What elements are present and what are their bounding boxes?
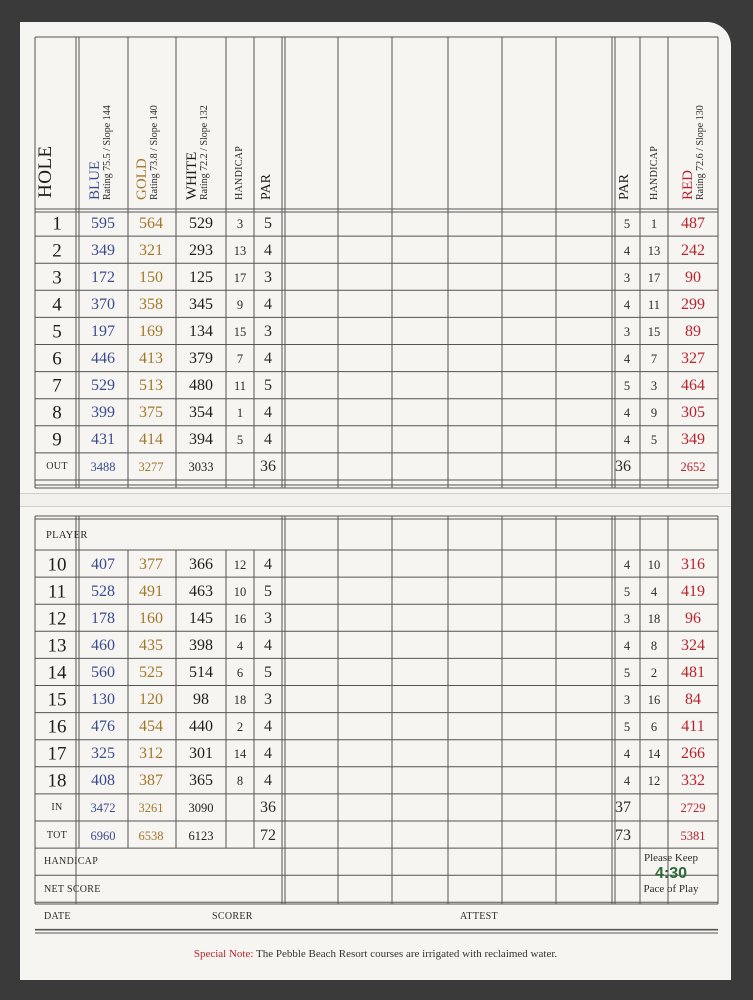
right-handicap-value: 13 bbox=[647, 243, 661, 258]
blue-total: 3488 bbox=[90, 460, 116, 475]
right-handicap-value: 10 bbox=[647, 557, 661, 572]
blue-yardage: 408 bbox=[91, 772, 115, 790]
white-yardage: 301 bbox=[189, 745, 213, 763]
hole-number: 4 bbox=[52, 294, 62, 316]
special-note bbox=[20, 948, 731, 960]
date-label: DATE bbox=[44, 911, 71, 922]
red-yardage: 84 bbox=[685, 691, 701, 709]
red-yardage: 411 bbox=[681, 718, 705, 736]
white-total: 3033 bbox=[188, 460, 214, 475]
right-handicap-value: 1 bbox=[650, 216, 658, 231]
white-yardage: 529 bbox=[189, 214, 213, 232]
hole-number: 18 bbox=[47, 770, 67, 792]
right-par-value: 4 bbox=[623, 351, 631, 366]
red-total: 5381 bbox=[680, 828, 706, 843]
header-right-par: PAR bbox=[617, 174, 632, 200]
handicap-value: 1 bbox=[236, 406, 244, 420]
par-value: 3 bbox=[264, 609, 272, 627]
gold-yardage: 150 bbox=[139, 268, 163, 286]
right-par-value: 3 bbox=[623, 324, 631, 339]
hole-number: 6 bbox=[52, 348, 62, 370]
scorer-label: SCORER bbox=[212, 911, 253, 922]
hole-number: 3 bbox=[52, 267, 62, 289]
right-handicap-value: 5 bbox=[650, 433, 658, 448]
par-value: 4 bbox=[264, 295, 272, 313]
hole-number: 7 bbox=[52, 375, 62, 397]
gold-yardage: 413 bbox=[139, 350, 163, 368]
blue-yardage: 528 bbox=[91, 582, 115, 600]
red-yardage: 266 bbox=[681, 745, 705, 763]
white-yardage: 125 bbox=[189, 268, 213, 286]
white-yardage: 514 bbox=[189, 663, 213, 681]
white-yardage: 134 bbox=[189, 322, 213, 340]
hole-number: 15 bbox=[47, 689, 67, 711]
white-yardage: 354 bbox=[189, 404, 213, 422]
white-yardage: 366 bbox=[189, 555, 213, 573]
special-note-text: The Pebble Beach Resort courses are irrigated with reclaimed water. bbox=[253, 948, 558, 960]
red-total: 2652 bbox=[680, 460, 706, 475]
gold-yardage: 377 bbox=[139, 555, 163, 573]
hole-number: 5 bbox=[52, 321, 62, 343]
handicap-value: 12 bbox=[233, 557, 247, 572]
par-total: 36 bbox=[260, 799, 276, 817]
header-blue-rating: Rating 75.5 / Slope 144 bbox=[102, 105, 113, 200]
par-total: 72 bbox=[260, 826, 276, 844]
red-yardage: 464 bbox=[681, 377, 705, 395]
right-par-value: 4 bbox=[623, 433, 631, 448]
header-red bbox=[681, 105, 706, 200]
right-par-value: 5 bbox=[623, 378, 631, 393]
white-total: 3090 bbox=[188, 801, 214, 816]
special-note-label: Special Note: bbox=[193, 948, 254, 960]
header-red-rating: Rating 72.6 / Slope 130 bbox=[695, 105, 706, 200]
white-yardage: 398 bbox=[189, 636, 213, 654]
blue-yardage: 560 bbox=[91, 663, 115, 681]
right-handicap-value: 6 bbox=[650, 719, 658, 734]
par-value: 4 bbox=[264, 404, 272, 422]
red-yardage: 96 bbox=[685, 609, 701, 627]
right-handicap-value: 8 bbox=[650, 638, 658, 653]
handicap-value: 17 bbox=[233, 270, 247, 285]
blue-yardage: 460 bbox=[91, 636, 115, 654]
header-blue-name: BLUE bbox=[87, 160, 103, 200]
white-yardage: 345 bbox=[189, 295, 213, 313]
par-total: 36 bbox=[260, 458, 276, 476]
blue-yardage: 370 bbox=[91, 295, 115, 313]
par-value: 3 bbox=[264, 322, 272, 340]
gold-yardage: 312 bbox=[139, 745, 163, 763]
pace-line1: Please Keep bbox=[643, 852, 699, 864]
gold-yardage: 120 bbox=[139, 691, 163, 709]
red-total: 2729 bbox=[680, 801, 706, 816]
net-score-row-label: NET SCORE bbox=[44, 884, 101, 895]
red-yardage: 242 bbox=[681, 241, 705, 259]
right-handicap-value: 2 bbox=[650, 665, 658, 680]
handicap-value: 15 bbox=[233, 324, 247, 339]
player-label: PLAYER bbox=[46, 529, 88, 541]
par-value: 4 bbox=[264, 555, 272, 573]
right-par-value: 4 bbox=[623, 774, 631, 789]
right-par-value: 4 bbox=[623, 638, 631, 653]
hole-number: 16 bbox=[47, 716, 67, 738]
pace-line2: Pace of Play bbox=[643, 883, 699, 896]
hole-number: 11 bbox=[47, 581, 67, 603]
attest-label: ATTEST bbox=[460, 911, 498, 922]
gold-yardage: 454 bbox=[139, 718, 163, 736]
right-handicap-value: 9 bbox=[650, 406, 658, 420]
header-hole: HOLE bbox=[35, 145, 56, 198]
right-handicap-value: 17 bbox=[647, 270, 661, 285]
gold-yardage: 491 bbox=[139, 582, 163, 600]
handicap-value: 18 bbox=[233, 692, 247, 707]
par-value: 5 bbox=[264, 663, 272, 681]
handicap-value: 7 bbox=[236, 351, 244, 366]
gold-total: 6538 bbox=[138, 828, 164, 843]
blue-total: 3472 bbox=[90, 801, 116, 816]
pace-of-play-box bbox=[612, 852, 730, 896]
white-yardage: 463 bbox=[189, 582, 213, 600]
gold-yardage: 160 bbox=[139, 609, 163, 627]
par-value: 4 bbox=[264, 718, 272, 736]
right-par-value: 4 bbox=[623, 747, 631, 761]
pace-time: 4:30 bbox=[654, 864, 688, 882]
red-yardage: 327 bbox=[681, 350, 705, 368]
hole-number: 10 bbox=[47, 554, 67, 576]
white-yardage: 365 bbox=[189, 772, 213, 790]
blue-yardage: 431 bbox=[91, 431, 115, 449]
blue-yardage: 595 bbox=[91, 214, 115, 232]
header-blue bbox=[88, 105, 113, 200]
right-handicap-value: 16 bbox=[647, 692, 661, 707]
par-value: 3 bbox=[264, 691, 272, 709]
par-value: 5 bbox=[264, 582, 272, 600]
total-label: IN bbox=[51, 802, 63, 814]
blue-yardage: 197 bbox=[91, 322, 115, 340]
blue-yardage: 130 bbox=[91, 691, 115, 709]
gold-yardage: 375 bbox=[139, 404, 163, 422]
right-handicap-value: 12 bbox=[647, 774, 661, 789]
red-yardage: 487 bbox=[681, 214, 705, 232]
gold-total: 3277 bbox=[138, 460, 164, 475]
white-yardage: 379 bbox=[189, 350, 213, 368]
handicap-value: 8 bbox=[236, 774, 244, 789]
hole-number: 12 bbox=[47, 608, 67, 630]
total-label: OUT bbox=[46, 461, 68, 473]
header-gold bbox=[135, 105, 160, 200]
card-fold bbox=[20, 493, 731, 507]
right-handicap-value: 7 bbox=[650, 351, 658, 366]
right-par-value: 3 bbox=[623, 611, 631, 626]
par-value: 5 bbox=[264, 214, 272, 232]
gold-yardage: 435 bbox=[139, 636, 163, 654]
gold-yardage: 358 bbox=[139, 295, 163, 313]
hole-number: 9 bbox=[52, 429, 62, 451]
blue-yardage: 325 bbox=[91, 745, 115, 763]
par-value: 4 bbox=[264, 431, 272, 449]
red-yardage: 481 bbox=[681, 663, 705, 681]
right-handicap-value: 15 bbox=[647, 324, 661, 339]
blue-yardage: 349 bbox=[91, 241, 115, 259]
gold-yardage: 387 bbox=[139, 772, 163, 790]
white-total: 6123 bbox=[188, 828, 214, 843]
white-yardage: 145 bbox=[189, 609, 213, 627]
blue-yardage: 407 bbox=[91, 555, 115, 573]
handicap-value: 10 bbox=[233, 584, 247, 599]
par-value: 5 bbox=[264, 377, 272, 395]
header-right-handicap: HANDICAP bbox=[649, 145, 660, 200]
right-par-total: 73 bbox=[615, 826, 631, 844]
right-handicap-value: 11 bbox=[647, 297, 661, 312]
white-yardage: 480 bbox=[189, 377, 213, 395]
right-handicap-value: 3 bbox=[650, 378, 658, 393]
blue-yardage: 476 bbox=[91, 718, 115, 736]
par-value: 4 bbox=[264, 745, 272, 763]
par-value: 4 bbox=[264, 350, 272, 368]
par-value: 4 bbox=[264, 241, 272, 259]
blue-yardage: 446 bbox=[91, 350, 115, 368]
blue-yardage: 529 bbox=[91, 377, 115, 395]
white-yardage: 394 bbox=[189, 431, 213, 449]
hole-number: 2 bbox=[52, 240, 62, 262]
header-red-name: RED bbox=[680, 170, 696, 200]
header-white-rating: Rating 72.2 / Slope 132 bbox=[199, 105, 210, 200]
red-yardage: 89 bbox=[685, 322, 701, 340]
header-gold-name: GOLD bbox=[134, 158, 150, 200]
red-yardage: 419 bbox=[681, 582, 705, 600]
right-par-value: 5 bbox=[623, 216, 631, 231]
hole-number: 14 bbox=[47, 662, 67, 684]
right-par-value: 5 bbox=[623, 665, 631, 680]
gold-yardage: 564 bbox=[139, 214, 163, 232]
blue-total: 6960 bbox=[90, 828, 116, 843]
right-par-total: 36 bbox=[615, 458, 631, 476]
right-par-value: 5 bbox=[623, 584, 631, 599]
hole-number: 1 bbox=[52, 213, 62, 235]
right-par-value: 4 bbox=[623, 297, 631, 312]
red-yardage: 299 bbox=[681, 295, 705, 313]
handicap-value: 11 bbox=[233, 378, 247, 393]
gold-yardage: 525 bbox=[139, 663, 163, 681]
handicap-row-label: HANDICAP bbox=[44, 856, 99, 867]
red-yardage: 324 bbox=[681, 636, 705, 654]
handicap-value: 9 bbox=[236, 297, 244, 312]
handicap-value: 14 bbox=[233, 747, 247, 761]
header-white-name: WHITE bbox=[184, 151, 200, 200]
gold-yardage: 321 bbox=[139, 241, 163, 259]
blue-yardage: 178 bbox=[91, 609, 115, 627]
right-par-value: 5 bbox=[623, 719, 631, 734]
handicap-value: 4 bbox=[236, 638, 244, 653]
white-yardage: 98 bbox=[193, 691, 209, 709]
red-yardage: 305 bbox=[681, 404, 705, 422]
right-par-value: 4 bbox=[623, 243, 631, 258]
right-handicap-value: 18 bbox=[647, 611, 661, 626]
blue-yardage: 172 bbox=[91, 268, 115, 286]
right-handicap-value: 14 bbox=[647, 747, 661, 761]
total-label: TOT bbox=[46, 829, 68, 841]
right-par-total: 37 bbox=[615, 799, 631, 817]
gold-total: 3261 bbox=[138, 801, 164, 816]
right-par-value: 3 bbox=[623, 692, 631, 707]
header-par: PAR bbox=[259, 174, 274, 200]
red-yardage: 90 bbox=[685, 268, 701, 286]
right-par-value: 4 bbox=[623, 557, 631, 572]
blue-yardage: 399 bbox=[91, 404, 115, 422]
par-value: 4 bbox=[264, 636, 272, 654]
par-value: 4 bbox=[264, 772, 272, 790]
handicap-value: 6 bbox=[236, 665, 244, 680]
header-handicap: HANDICAP bbox=[234, 145, 245, 200]
white-yardage: 440 bbox=[189, 718, 213, 736]
par-value: 3 bbox=[264, 268, 272, 286]
gold-yardage: 513 bbox=[139, 377, 163, 395]
header-gold-rating: Rating 73.8 / Slope 140 bbox=[149, 105, 160, 200]
gold-yardage: 414 bbox=[139, 431, 163, 449]
gold-yardage: 169 bbox=[139, 322, 163, 340]
handicap-value: 13 bbox=[233, 243, 247, 258]
hole-number: 17 bbox=[47, 743, 67, 765]
red-yardage: 316 bbox=[681, 555, 705, 573]
handicap-value: 16 bbox=[233, 611, 247, 626]
red-yardage: 349 bbox=[681, 431, 705, 449]
hole-number: 13 bbox=[47, 635, 67, 657]
right-handicap-value: 4 bbox=[650, 584, 658, 599]
right-par-value: 4 bbox=[623, 406, 631, 420]
handicap-value: 2 bbox=[236, 719, 244, 734]
white-yardage: 293 bbox=[189, 241, 213, 259]
right-par-value: 3 bbox=[623, 270, 631, 285]
red-yardage: 332 bbox=[681, 772, 705, 790]
handicap-value: 3 bbox=[236, 216, 244, 231]
header-white bbox=[185, 105, 210, 200]
handicap-value: 5 bbox=[236, 433, 244, 448]
hole-number: 8 bbox=[52, 402, 62, 424]
